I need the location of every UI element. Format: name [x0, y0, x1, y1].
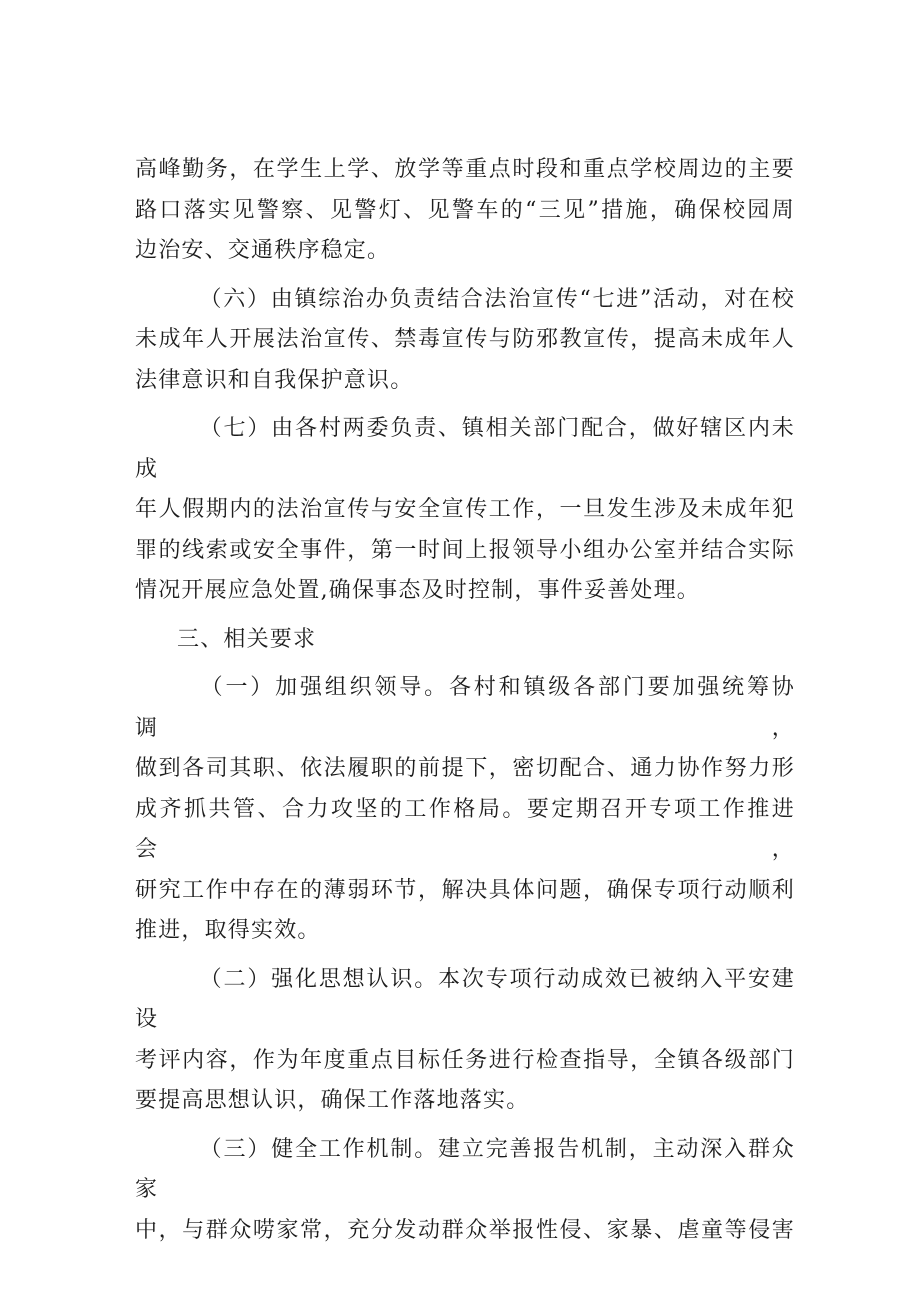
paragraph-requirement-one: [135, 668, 795, 952]
text-line: 考评内容，作为年度重点目标任务进行检查指导，全镇各级部门: [135, 1047, 795, 1073]
text-line: 情况开展应急处置,确保事态及时控制，事件妥善处理。: [135, 578, 700, 603]
text-line: 推进，取得实效。: [135, 918, 321, 943]
paragraph-gap: [135, 612, 795, 620]
text-line: 年人假期内的法治宣传与安全宣传工作，一旦发生涉及未成年犯: [135, 497, 795, 522]
paragraph-requirement-three: [135, 1130, 795, 1252]
text-line-content: （三）健全工作机制。建立完善报告机制，主动深入群众家: [135, 1136, 795, 1202]
paragraph-item-seven: [135, 409, 795, 612]
text-line-content: （七）由各村两委负责、镇相关部门配合，做好辖区内未成: [135, 416, 795, 482]
text-line: [135, 960, 795, 1041]
paragraph-gap: [135, 272, 795, 280]
text-line: [135, 1130, 795, 1211]
text-line: [135, 280, 795, 321]
text-line: 做到各司其职、依法履职的前提下，密切配合、通力协作努力形: [135, 756, 795, 781]
text-line-content: （一）加强组织领导。各村和镇级各部门要加强统筹协调，: [135, 675, 795, 741]
paragraph-gap: [135, 401, 795, 409]
text-line: 边治安、交通秩序稳定。: [135, 238, 391, 263]
paragraph-continuation: [135, 150, 795, 272]
paragraph-gap: [135, 660, 795, 668]
text-line-content: （二）强化思想认识。本次专项行动成效已被纳入平安建设: [135, 966, 795, 1032]
text-line: 研究工作中存在的薄弱环节，解决具体问题，确保专项行动顺利: [135, 877, 795, 903]
section-heading-text: 三、相关要求: [177, 626, 317, 652]
text-line: [135, 668, 795, 749]
paragraph-gap: [135, 952, 795, 960]
text-line: 中，与群众唠家常，充分发动群众举报性侵、家暴、虐童等侵害: [135, 1217, 795, 1243]
paragraph-gap: [135, 1122, 795, 1130]
text-line: 未成年人开展法治宣传、禁毒宣传与防邪教宣传，提高未成年人: [135, 327, 795, 352]
text-line: [135, 409, 795, 490]
document-body: [135, 150, 795, 1251]
text-line: 成齐抓共管、合力攻坚的工作格局。要定期召开专项工作推进会，: [135, 796, 795, 862]
paragraph-item-six: [135, 280, 795, 402]
text-line: 要提高思想认识，确保工作落地落实。: [135, 1088, 530, 1113]
text-line-content: （六）由镇综治办负责结合法治宣传“七进”活动，对在校: [199, 286, 795, 312]
text-line: 高峰勤务，在学生上学、放学等重点时段和重点学校周边的主要: [135, 157, 795, 182]
text-line: 罪的线索或安全事件，第一时间上报领导小组办公室并结合实际: [135, 537, 795, 563]
text-line: 法律意识和自我保护意识。: [135, 367, 414, 393]
paragraph-requirement-two: [135, 960, 795, 1122]
section-heading: [135, 620, 795, 661]
text-line: 路口落实见警察、见警灯、见警车的“三见”措施，确保校园周: [135, 197, 795, 223]
